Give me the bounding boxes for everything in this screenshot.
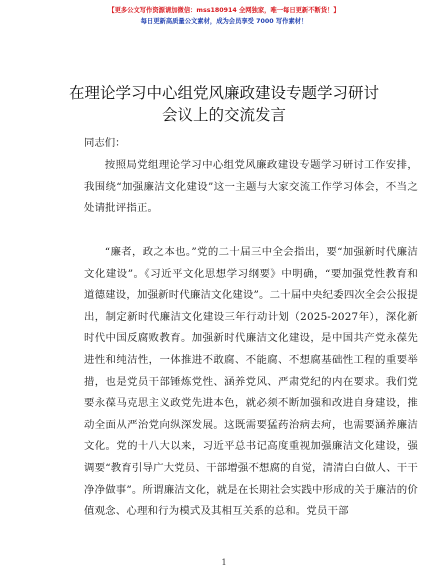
salutation: 同志们： [84, 137, 126, 149]
page-number: 1 [221, 558, 227, 567]
document-title-line2: 会议上的交流发言 [161, 106, 286, 124]
promo-banner-line1: 【更多公文写作资源请加微信：mss180914 全网独家，唯一每日更新不断货！】 [108, 7, 340, 14]
body-paragraph-2: “廉者，政之本也。”党的二十届三中全会指出，要“加强新时代廉洁文化建设”。《习近平文化思想学习纲要》中明确，“要加强党性教育和道德建设，加强新时代廉洁文化建设”。二十届中央纪委四次全会公报提出，制定新时代廉洁文化建设三年行动计划（2025-2027年），深化新时代中国反腐败教育。加强新时代廉洁文化建设，是中国共产党永葆先进性和纯洁性，一体推进不敢腐、不能腐、不想腐基础性工程的重要举措，也是党员干部锤炼党性、涵养党风、严肃党纪的内在要求。我们党要永葆马克思主义政党先进本色，就必须不断加强和改进自身建设，推动全面从严治党向纵深发展。这既需要猛药治病去疴，也需要涵养廉洁文化。党的十八大以来，习近平总书记高度重视加强廉洁文化建设，强调要“教育引导广大党员、干部增强不想腐的自觉，清清白白做人、干干净净做事”。所谓廉洁文化，就是在长期社会实践中形成的关于廉洁的价值观念、心理和行为模式及其相互关系的总和。党员干部 [84, 246, 418, 518]
document-title-line1: 在理论学习中心组党风廉政建设专题学习研讨 [68, 84, 379, 102]
body-paragraph-1: 按照局党组理论学习中心组党风廉政建设专题学习研讨工作安排，我围绕“加强廉洁文化建设”这一主题与大家交流工作学习体会，不当之处请批评指正。 [84, 159, 418, 215]
promo-banner-line2: 每日更新高质量公文素材，成为会员享受 7000 写作素材！ [140, 18, 308, 25]
